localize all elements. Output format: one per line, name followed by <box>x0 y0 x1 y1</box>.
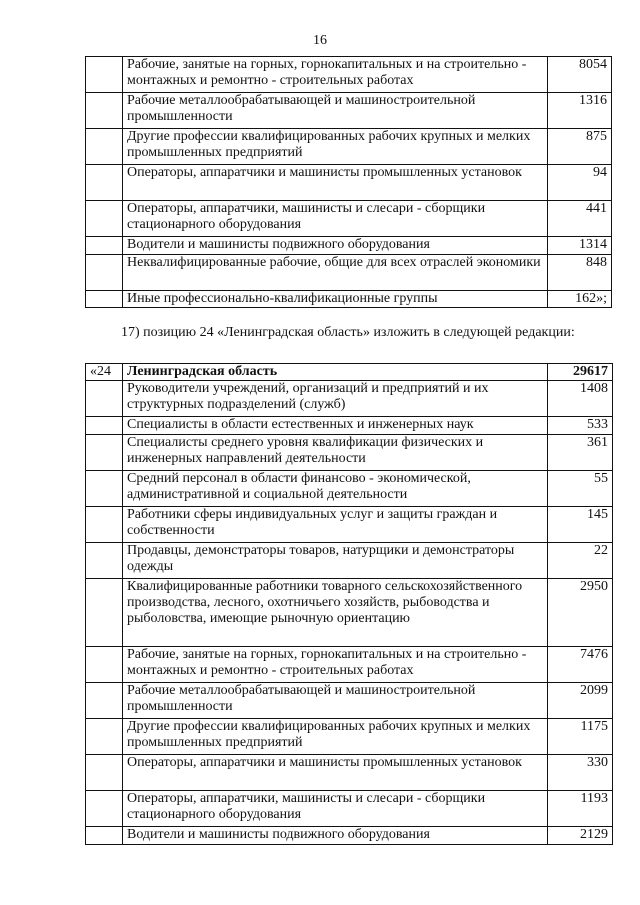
category-value: 2129 <box>548 827 613 845</box>
empty-cell <box>86 93 123 129</box>
category-name: Рабочие, занятые на горных, горнокапитальных и на строительно - монтажных и ремонтно - строительных работах <box>123 647 548 683</box>
empty-cell <box>86 647 123 683</box>
category-name: Руководители учреждений, организаций и предприятий и их структурных подразделений (служб) <box>123 381 548 417</box>
category-name: Квалифицированные работники товарного сельскохозяйственного производства, лесного, охотничьего хозяйств, рыбоводства и рыболовства, имеющие рыночную ориентацию <box>123 579 548 647</box>
category-value: 1314 <box>548 237 612 255</box>
category-name: Специалисты в области естественных и инженерных наук <box>123 417 548 435</box>
position-cell: «24 <box>86 364 123 381</box>
category-value: 1408 <box>548 381 613 417</box>
empty-cell <box>86 165 123 201</box>
table-header-row <box>86 364 613 381</box>
table-row <box>86 417 613 435</box>
empty-cell <box>86 543 123 579</box>
category-name: Водители и машинисты подвижного оборудования <box>123 827 548 845</box>
category-name: Операторы, аппаратчики, машинисты и слесари - сборщики стационарного оборудования <box>123 201 548 237</box>
empty-cell <box>86 435 123 471</box>
empty-cell <box>86 471 123 507</box>
table-row <box>86 93 612 129</box>
table-row <box>86 165 612 201</box>
category-value: 145 <box>548 507 613 543</box>
category-value: 22 <box>548 543 613 579</box>
category-name: Другие профессии квалифицированных рабочих крупных и мелких промышленных предприятий <box>123 719 548 755</box>
category-name: Другие профессии квалифицированных рабочих крупных и мелких промышленных предприятий <box>123 129 548 165</box>
empty-cell <box>86 791 123 827</box>
category-name: Операторы, аппаратчики и машинисты промышленных установок <box>123 165 548 201</box>
table-bottom <box>85 363 613 845</box>
empty-cell <box>86 381 123 417</box>
empty-cell <box>86 201 123 237</box>
category-value: 875 <box>548 129 612 165</box>
table-row <box>86 57 612 93</box>
category-name: Рабочие металлообрабатывающей и машиностроительной промышленности <box>123 93 548 129</box>
category-value: 533 <box>548 417 613 435</box>
table-row <box>86 683 613 719</box>
region-name: Ленинградская область <box>123 364 548 381</box>
category-name: Средний персонал в области финансово - экономической, административной и социальной деятельности <box>123 471 548 507</box>
empty-cell <box>86 579 123 647</box>
table-row <box>86 755 613 791</box>
category-name: Водители и машинисты подвижного оборудования <box>123 237 548 255</box>
category-value: 361 <box>548 435 613 471</box>
category-name: Неквалифицированные рабочие, общие для всех отраслей экономики <box>123 255 548 291</box>
category-name: Специалисты среднего уровня квалификации физических и инженерных направлений деятельности <box>123 435 548 471</box>
table-row <box>86 791 613 827</box>
table-row <box>86 471 613 507</box>
table-row <box>86 543 613 579</box>
table-row <box>86 647 613 683</box>
amendment-paragraph <box>85 325 611 341</box>
empty-cell <box>86 417 123 435</box>
page-number: 16 <box>313 33 327 48</box>
empty-cell <box>86 683 123 719</box>
category-value: 55 <box>548 471 613 507</box>
empty-cell <box>86 255 123 291</box>
category-value: 2950 <box>548 579 613 647</box>
table-row <box>86 201 612 237</box>
category-value: 848 <box>548 255 612 291</box>
category-name: Операторы, аппаратчики и машинисты промышленных установок <box>123 755 548 791</box>
category-value: 441 <box>548 201 612 237</box>
amendment-text: 17) позицию 24 «Ленинградская область» изложить в следующей редакции: <box>121 325 575 340</box>
table-row <box>86 291 612 308</box>
table-row <box>86 827 613 845</box>
category-value: 7476 <box>548 647 613 683</box>
empty-cell <box>86 57 123 93</box>
category-name: Рабочие, занятые на горных, горнокапитальных и на строительно - монтажных и ремонтно - строительных работах <box>123 57 548 93</box>
table-row <box>86 255 612 291</box>
table-row <box>86 435 613 471</box>
table-row <box>86 719 613 755</box>
table-row <box>86 579 613 647</box>
empty-cell <box>86 755 123 791</box>
region-total: 29617 <box>548 364 613 381</box>
table-row <box>86 237 612 255</box>
category-value: 1175 <box>548 719 613 755</box>
table-top <box>85 56 612 308</box>
empty-cell <box>86 291 123 308</box>
category-name: Рабочие металлообрабатывающей и машиностроительной промышленности <box>123 683 548 719</box>
category-value: 94 <box>548 165 612 201</box>
table-row <box>86 381 613 417</box>
category-value: 8054 <box>548 57 612 93</box>
empty-cell <box>86 507 123 543</box>
empty-cell <box>86 827 123 845</box>
empty-cell <box>86 129 123 165</box>
category-value: 1316 <box>548 93 612 129</box>
category-name: Операторы, аппаратчики, машинисты и слесари - сборщики стационарного оборудования <box>123 791 548 827</box>
category-value: 1193 <box>548 791 613 827</box>
category-name: Продавцы, демонстраторы товаров, натурщики и демонстраторы одежды <box>123 543 548 579</box>
category-value: 2099 <box>548 683 613 719</box>
category-value: 162»; <box>548 291 612 308</box>
table-row <box>86 129 612 165</box>
category-name: Работники сферы индивидуальных услуг и защиты граждан и собственности <box>123 507 548 543</box>
category-value: 330 <box>548 755 613 791</box>
table-row <box>86 507 613 543</box>
empty-cell <box>86 237 123 255</box>
category-name: Иные профессионально-квалификационные группы <box>123 291 548 308</box>
empty-cell <box>86 719 123 755</box>
